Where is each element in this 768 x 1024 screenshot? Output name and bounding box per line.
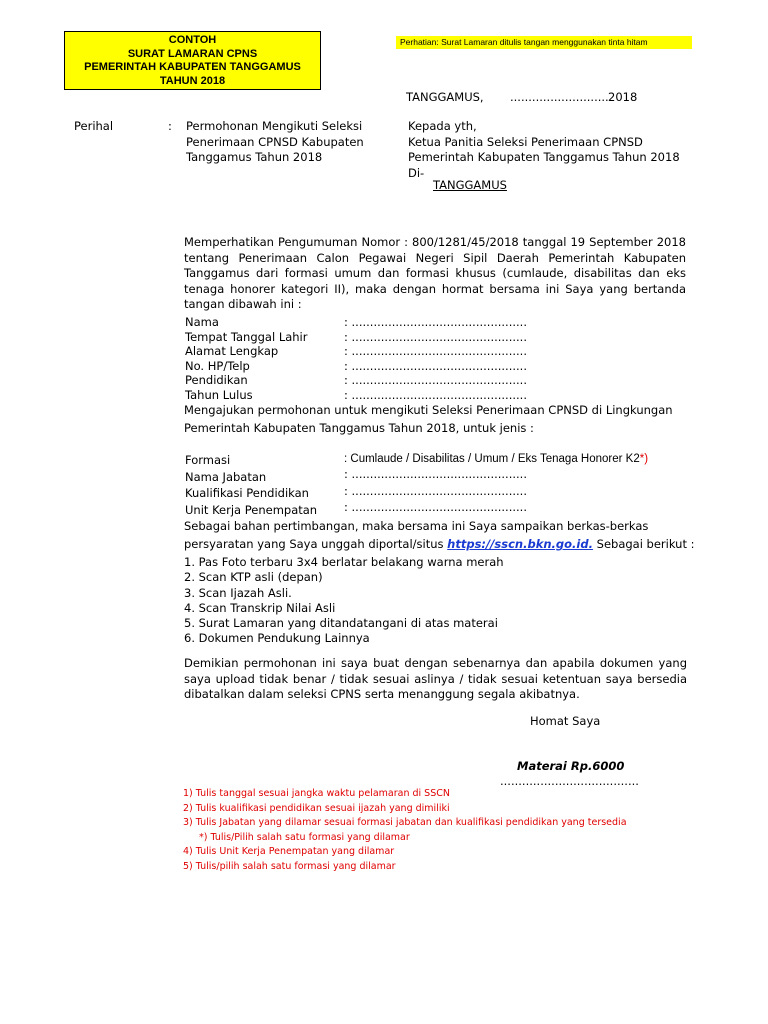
list-item: 4. Scan Transkrip Nilai Asli [184,600,336,615]
formasi-options: : Cumlaude / Disabilitas / Umum / Eks Tenaga Honorer K2 [344,453,640,465]
title-box [64,31,321,90]
recipient-line: Pemerintah Kabupaten Tanggamus Tahun 2018 [408,150,680,164]
intro-paragraph: Memperhatikan Pengumuman Nomor : 800/1281/45/2018 tanggal 19 September 2018 tentang Penerimaan Calon Pegawai Negeri Sipil Daerah Pemerintah Kabupaten Tanggamus dari formasi umum dan formasi khusus (cumlaude, disabilitas dan eks tenaga honorer kategori II), maka dengan hormat bersama ini Saya yang bertanda tangan dibawah ini : [184,235,686,311]
note-item: 2) Tulis kualifikasi pendidikan sesuai ijazah yang dimiliki [183,802,450,814]
note-item: *) Tulis/Pilih salah satu formasi yang dilamar [199,831,410,843]
field-label-alamat: Alamat Lengkap [185,344,279,359]
formation-label: Formasi [185,453,231,467]
apply-line-2: Pemerintah Kabupaten Tanggamus Tahun 2018, untuk jenis : [184,421,534,435]
date-blank: ........................... [510,90,609,104]
subject-line: Tanggamus Tahun 2018 [186,150,323,164]
attach-line-2 [184,537,695,552]
subject-colon: : [168,119,172,133]
title-line: TAHUN 2018 [159,74,226,87]
handwriting-notice: Perhatian: Surat Lamaran ditulis tangan menggunakan tinta hitam [396,36,692,49]
place-label: TANGGAMUS, [406,90,484,104]
title-line: PEMERINTAH KABUPATEN TANGGAMUS [84,61,301,73]
note-item: 5) Tulis/pilih salah satu formasi yang dilamar [183,860,396,872]
note-item: 4) Tulis Unit Kerja Penempatan yang dilamar [183,846,395,857]
field-value: : ................................................ [344,315,527,329]
recipient-block [408,119,680,181]
recipient-line: Ketua Panitia Seleksi Penerimaan CPNSD [408,134,643,149]
field-value: : ................................................ [344,373,527,388]
field-label-pendidikan: Pendidikan [185,373,248,388]
formation-labels [185,452,317,518]
recipient-city: TANGGAMUS [433,178,507,192]
signature-greeting: Homat Saya [530,714,601,728]
recipient-line: Di- [408,165,425,180]
field-value: : ................................................ [344,358,527,373]
formation-label: Unit Kerja Penempatan [185,502,318,517]
field-value: : ................................................ [344,329,527,344]
sscn-link[interactable]: https://sscn.bkn.go.id. [447,537,593,551]
notes-list [183,787,627,874]
formation-label: Nama Jabatan [185,469,267,484]
year: 2018 [608,90,638,104]
field-value: : ................................................ [344,387,527,402]
field-label-ttl: Tempat Tanggal Lahir [185,329,308,344]
attachment-list [184,555,504,647]
recipient-line: Kepada yth, [408,119,477,133]
list-item: 2. Scan KTP asli (depan) [184,570,323,585]
personal-values [344,315,527,403]
formation-values [344,466,527,516]
formation-value: : ................................................ [344,483,527,498]
subject-line: Permohonan Mengikuti Seleksi [186,119,363,133]
apply-line-1: Mengajukan permohonan untuk mengikuti Seleksi Penerimaan CPNSD di Lingkungan [184,403,673,417]
field-label-tahun-lulus: Tahun Lulus [185,387,253,402]
list-item: 6. Dokumen Pendukung Lainnya [184,631,370,646]
attach-line-1: Sebagai bahan pertimbangan, maka bersama ini Saya sampaikan berkas-berkas [184,519,649,533]
title-line: SURAT LAMARAN CPNS [127,47,258,60]
title-line: CONTOH [168,34,217,46]
personal-labels [185,315,307,403]
list-item: 5. Surat Lamaran yang ditandatangani di atas materai [184,616,498,631]
note-item: 3) Tulis Jabatan yang dilamar sesuai formasi jabatan dan kualifikasi pendidikan yang tersedia [183,817,627,828]
materai-stamp: Materai Rp.6000 [517,759,625,773]
attach-line-2-post: Sebagai berikut : [596,537,695,551]
note-item: 1) Tulis tanggal sesuai jangka waktu pelamaran di SSCN [183,788,450,799]
field-label-hp: No. HP/Telp [185,358,250,373]
attach-line-2-pre: persyaratan yang Saya unggah diportal/situs [184,537,444,551]
formation-value: : ................................................ [344,500,527,514]
closing-paragraph: Demikian permohonan ini saya buat dengan sebenarnya dan apabila dokumen yang saya upload tidak benar / tidak sesuai aslinya / tidak sesuai ketentuan saya bersedia dibatalkan dalam seleksi CPNS serta menanggung segala akibatnya. [184,656,687,701]
signature-line: ...................................... [500,774,639,788]
list-item: 3. Scan Ijazah Asli. [184,585,292,600]
formation-label: Kualifikasi Pendidikan [185,486,309,500]
formasi-value [344,452,648,467]
subject-label: Perihal [74,119,114,133]
formasi-mark: *) [639,453,649,465]
field-value: : ................................................ [344,344,527,359]
subject-text [186,119,364,166]
list-item: 1. Pas Foto terbaru 3x4 berlatar belakang warna merah [184,555,504,569]
formation-value: : ................................................ [344,467,527,481]
field-label-nama: Nama [185,315,219,329]
subject-line: Penerimaan CPNSD Kabupaten [186,134,364,149]
